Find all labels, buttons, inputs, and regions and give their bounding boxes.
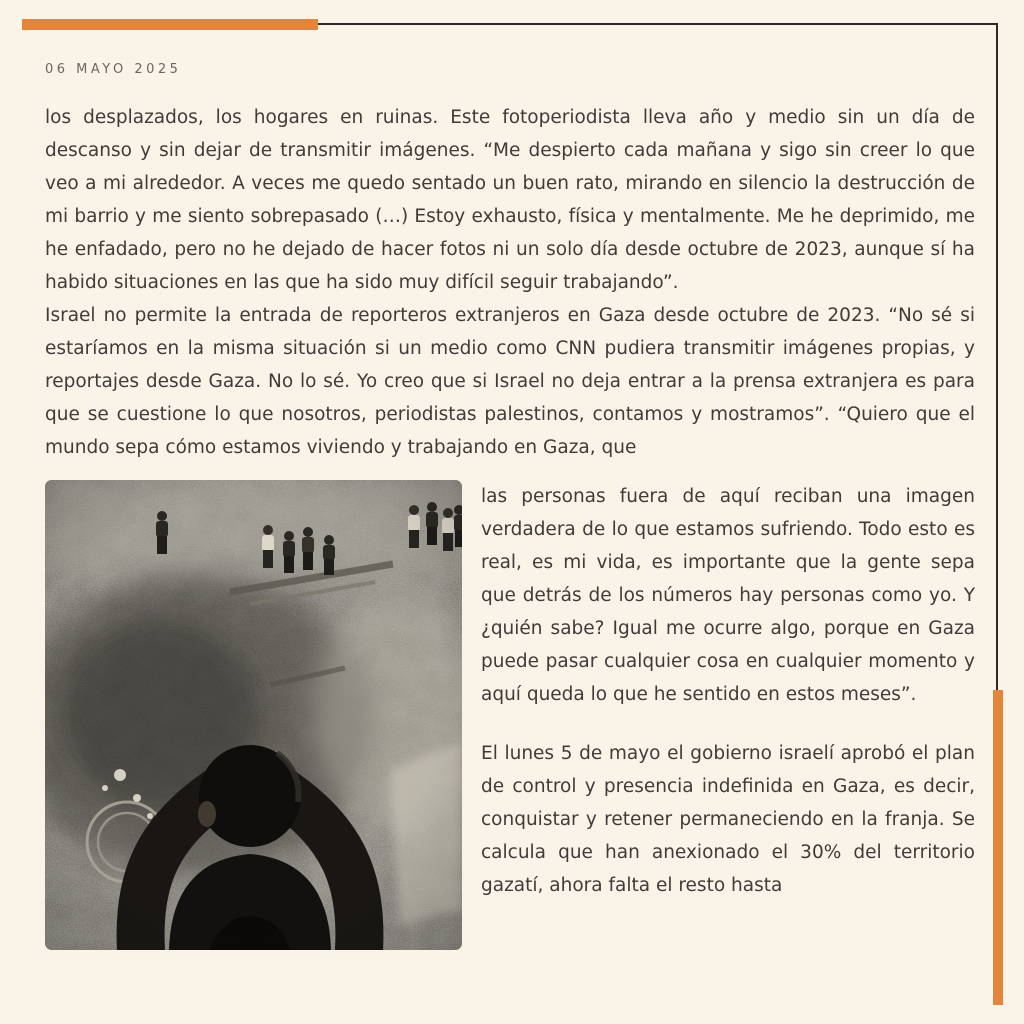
photo-side-column — [481, 480, 975, 902]
right-rule-line — [996, 23, 998, 690]
rubble-crater-photo — [45, 480, 462, 950]
paragraph-2: Israel no permite la entrada de reporteros extranjeros en Gaza desde octubre de 2023. “No sé si estaríamos en la misma situación si un medio como CNN pudiera transmitir imágenes propias, y reportajes desde Gaza. No lo sé. Yo creo que si Israel no deja entrar a la prensa extranjera es para que se cuestione lo que nosotros, periodistas palestinos, contamos y mostramos”. “Quiero que el mundo sepa cómo estamos viviendo y trabajando en Gaza, que — [45, 305, 975, 458]
paragraph-3: las personas fuera de aquí reciban una imagen verdadera de lo que estamos sufriendo. Todo esto es real, es mi vida, es importante que la gente sepa que detrás de los números hay personas como yo. Y ¿quién sabe? Igual me ocurre algo, porque en Gaza puede pasar cualquier cosa en cualquier momento y aquí queda lo que he sentido en estos meses”. — [481, 486, 975, 705]
rubble-photo-illustration — [45, 480, 462, 950]
paragraph-1: los desplazados, los hogares en ruinas. Este fotoperiodista lleva año y medio sin un día de descanso y sin dejar de transmitir imágenes. “Me despierto cada mañana y sigo sin creer lo que veo a mi alrededor. A veces me quedo sentado un buen rato, mirando en silencio la destrucción de mi barrio y me siento sobrepasado (…) Estoy exhausto, física y mentalmente. Me he deprimido, me he enfadado, pero no he dejado de hacer fotos ni un solo día desde octubre de 2023, aunque sí ha habido situaciones en las que ha sido muy difícil seguir trabajando”. — [45, 107, 975, 293]
article-date: 06 MAYO 2025 — [45, 62, 182, 77]
top-accent-bar — [22, 19, 318, 30]
photo-text-section — [45, 480, 975, 950]
right-accent-bar — [993, 690, 1003, 1005]
top-rule-line — [318, 23, 998, 25]
article-content — [45, 62, 975, 950]
paragraph-4: El lunes 5 de mayo el gobierno israelí aprobó el plan de control y presencia indefinida en Gaza, es decir, conquistar y retener permaneciendo en la franja. Se calcula que han anexionado el 30% del territorio gazatí, ahora falta el resto hasta — [481, 743, 975, 896]
